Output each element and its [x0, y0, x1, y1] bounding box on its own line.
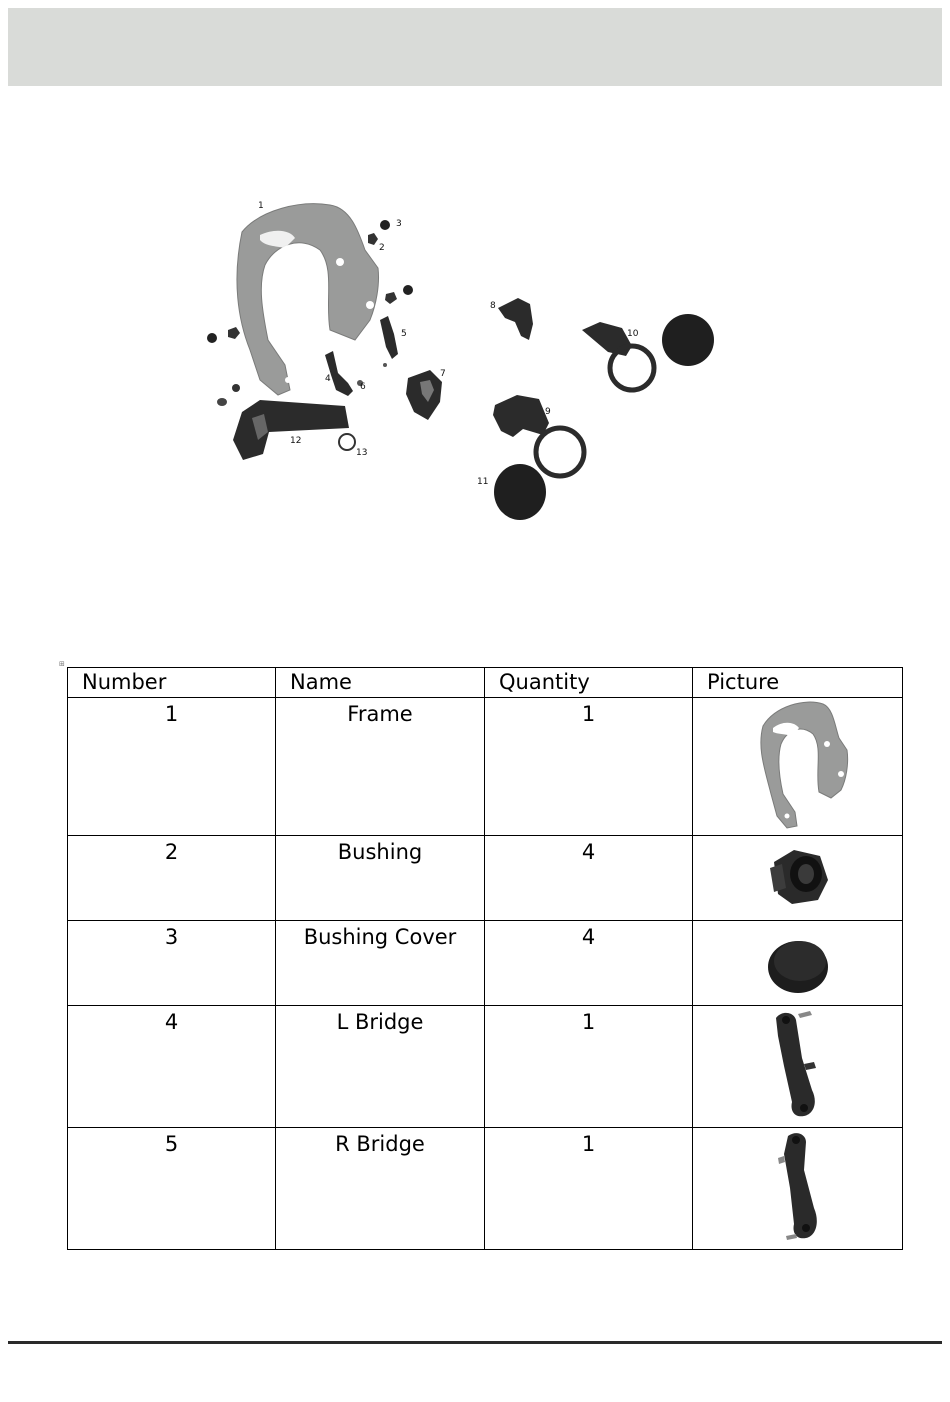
row-quantity: 1	[485, 1006, 693, 1128]
header-number: Number	[68, 668, 276, 698]
exploded-parts-diagram	[190, 190, 750, 535]
row-name: Bushing	[276, 836, 485, 921]
header-picture: Picture	[693, 668, 903, 698]
callout-1: 1	[258, 201, 264, 211]
row-number: 2	[68, 836, 276, 921]
table-header-row	[68, 668, 903, 698]
row-quantity: 1	[485, 698, 693, 836]
part-11	[494, 464, 546, 520]
row-number: 5	[68, 1128, 276, 1250]
callout-3: 3	[396, 219, 402, 229]
parts-table	[67, 667, 903, 1250]
row-quantity: 1	[485, 1128, 693, 1250]
part-10-cap	[662, 314, 714, 366]
part-9	[493, 395, 549, 437]
row-name: Frame	[276, 698, 485, 836]
callout-13: 13	[356, 448, 368, 458]
part-10	[582, 322, 632, 356]
row-name: L Bridge	[276, 1006, 485, 1128]
table-row	[68, 836, 903, 921]
bushing-part	[368, 233, 378, 245]
callout-7: 7	[440, 369, 446, 379]
table-row	[68, 921, 903, 1006]
table-row	[68, 1006, 903, 1128]
callout-10: 10	[627, 329, 639, 339]
bushing-cover-part-image	[693, 921, 903, 1006]
table-row	[68, 698, 903, 836]
row-quantity: 4	[485, 921, 693, 1006]
part-12	[233, 400, 349, 460]
bushing-cover-part	[380, 220, 390, 230]
callout-12: 12	[290, 436, 302, 446]
r-bridge-part	[380, 316, 398, 359]
callout-5: 5	[401, 329, 407, 339]
frame-part	[237, 204, 379, 395]
callout-2: 2	[379, 243, 385, 253]
row-quantity: 4	[485, 836, 693, 921]
callout-4: 4	[325, 374, 331, 384]
header-name: Name	[276, 668, 485, 698]
row-name: Bushing Cover	[276, 921, 485, 1006]
frame-part-image	[693, 698, 903, 836]
table-anchor-marker: ⊞	[59, 660, 65, 668]
callout-9: 9	[545, 407, 551, 417]
table-row	[68, 1128, 903, 1250]
part-8	[498, 298, 533, 340]
row-name: R Bridge	[276, 1128, 485, 1250]
row-number: 3	[68, 921, 276, 1006]
bushing-part-image	[693, 836, 903, 921]
header-bar	[8, 8, 942, 86]
callout-8: 8	[490, 301, 496, 311]
header-quantity: Quantity	[485, 668, 693, 698]
callout-11: 11	[477, 477, 489, 487]
r-bridge-part-image	[693, 1128, 903, 1250]
part-13	[339, 434, 355, 450]
row-number: 1	[68, 698, 276, 836]
callout-6: 6	[360, 382, 366, 392]
row-number: 4	[68, 1006, 276, 1128]
l-bridge-part-image	[693, 1006, 903, 1128]
footer-divider	[8, 1341, 942, 1344]
